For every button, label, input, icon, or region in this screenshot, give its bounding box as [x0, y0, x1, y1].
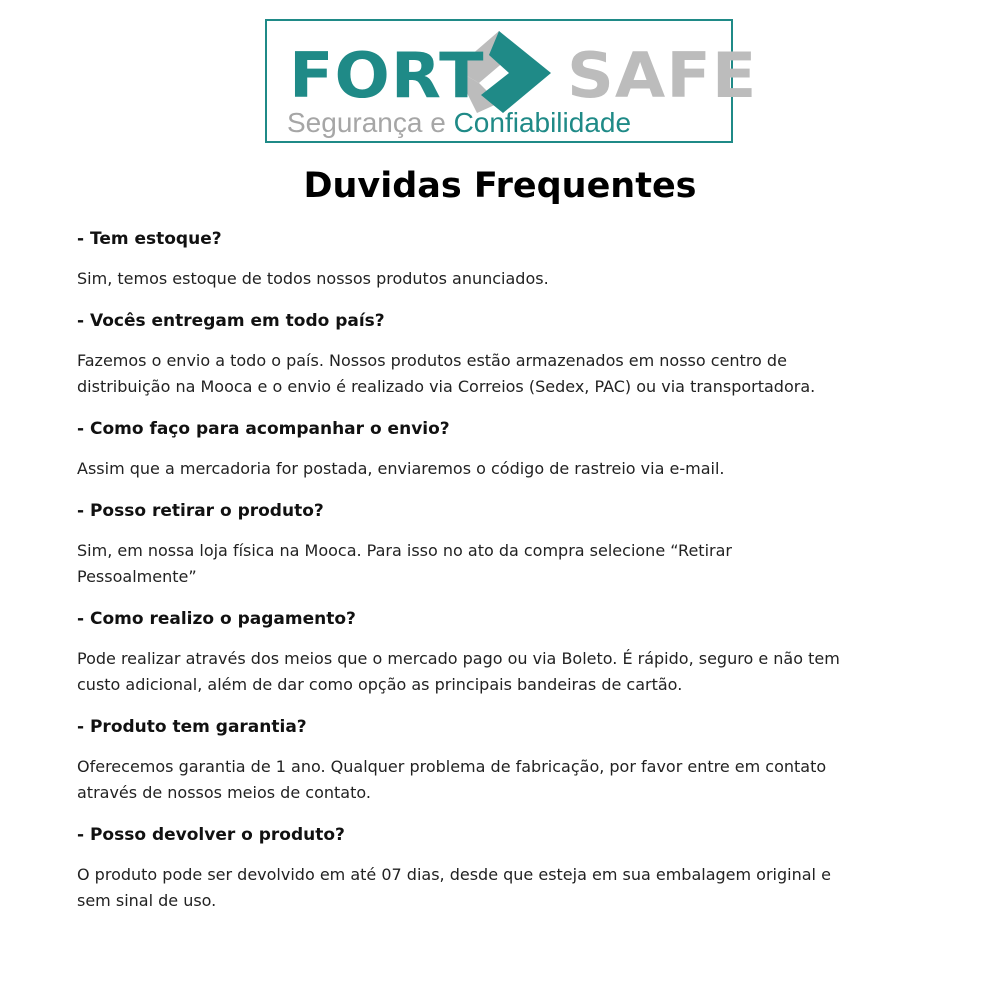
page-title: Duvidas Frequentes [303, 166, 697, 206]
faq-item-stock [77, 226, 937, 292]
faq-question: - Posso devolver o produto? [77, 825, 345, 845]
logo-word-fort: FORT [289, 39, 485, 112]
faq-question: - Como realizo o pagamento? [77, 609, 356, 629]
faq-answer: Sim, em nossa loja física na Mooca. Para isso no ato da compra selecione “Retirar Pessoalmente” [77, 541, 732, 586]
faq-answer: Assim que a mercadoria for postada, enviaremos o código de rastreio via e-mail. [77, 459, 725, 478]
faq-question: - Produto tem garantia? [77, 717, 307, 737]
logo-word-safe: SAFE [567, 39, 758, 112]
faq-list [77, 226, 937, 930]
faq-item-returns [77, 822, 937, 914]
faq-answer: Sim, temos estoque de todos nossos produtos anunciados. [77, 269, 549, 288]
logo-tagline-part-2: Confiabilidade [453, 107, 632, 138]
faq-answer: Oferecemos garantia de 1 ano. Qualquer problema de fabricação, por favor entre em contato através de nossos meios de contato. [77, 757, 827, 802]
faq-question: - Tem estoque? [77, 229, 222, 249]
faq-item-pickup [77, 498, 937, 590]
faq-answer: Fazemos o envio a todo o país. Nossos produtos estão armazenados em nosso centro de distribuição na Mooca e o envio é realizado via Correios (Sedex, PAC) ou via transportadora. [77, 351, 816, 396]
faq-question: - Vocês entregam em todo país? [77, 311, 385, 331]
faq-question: - Posso retirar o produto? [77, 501, 324, 521]
faq-question: - Como faço para acompanhar o envio? [77, 419, 450, 439]
faq-item-tracking [77, 416, 937, 482]
faq-answer: O produto pode ser devolvido em até 07 dias, desde que esteja em sua embalagem original e sem sinal de uso. [77, 865, 831, 910]
logo-tagline-part-1: Segurança e [287, 107, 454, 138]
faq-item-payment [77, 606, 937, 698]
fortsafe-logo [265, 19, 758, 143]
logo-tagline [287, 109, 631, 137]
faq-answer: Pode realizar através dos meios que o mercado pago ou via Boleto. É rápido, seguro e não tem custo adicional, além de dar como opção as principais bandeiras de cartão. [77, 649, 840, 694]
faq-item-warranty [77, 714, 937, 806]
faq-item-delivery [77, 308, 937, 400]
